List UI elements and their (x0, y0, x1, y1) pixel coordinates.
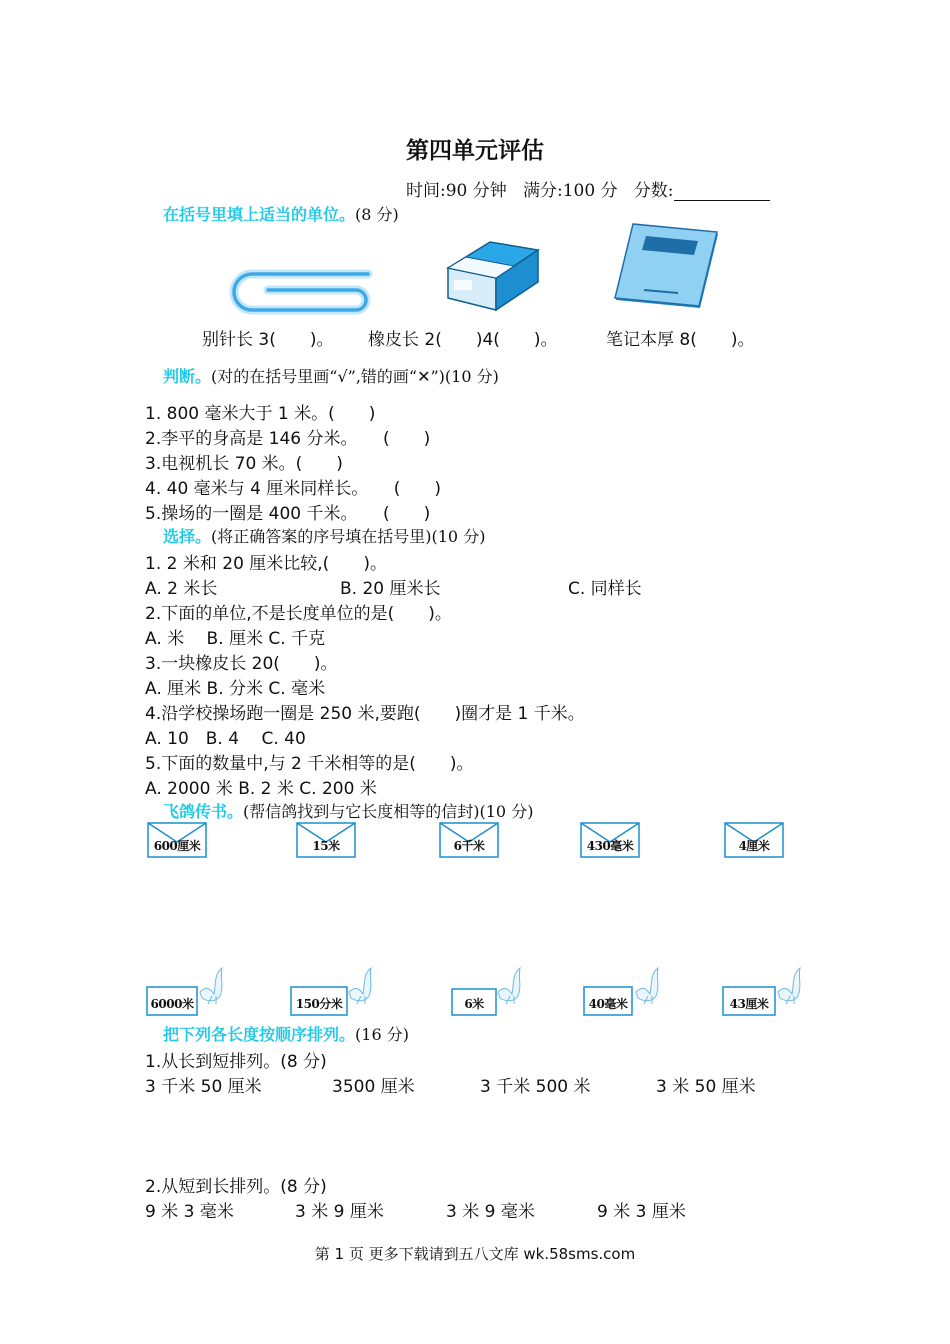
envelope-5[interactable] (724, 822, 784, 858)
order-q2-item: 3 米 9 毫米 (446, 1202, 535, 1222)
dove-card-3[interactable] (451, 988, 497, 1016)
section-4-note: (帮信鸽找到与它长度相等的信封)(10 分) (243, 802, 534, 821)
choice-q2: 2.下面的单位,不是长度单位的是( )。 (145, 604, 452, 624)
section-3-title: 选择。 (163, 527, 212, 546)
judge-item-3[interactable]: 3.电视机长 70 米。( ) (145, 454, 343, 474)
dove-icon (494, 966, 528, 1006)
section-5-title: 把下列各长度按顺序排列。 (163, 1025, 356, 1044)
notebook-illustration (614, 222, 720, 314)
envelope-label: 6千米 (453, 839, 485, 853)
page-title: 第四单元评估 (406, 137, 544, 164)
envelope-2[interactable] (296, 822, 356, 858)
fill-item-eraser[interactable]: 橡皮长 2( )4( )。 (368, 330, 558, 350)
order-q2-item: 3 米 9 厘米 (295, 1202, 384, 1222)
section-5-points: (16 分) (355, 1025, 409, 1044)
full-score: 满分:100 分 (522, 181, 618, 201)
order-q1-item: 3 千米 500 米 (480, 1077, 591, 1097)
choice-q4-options[interactable]: A. 10 B. 4 C. 40 (145, 729, 306, 749)
choice-q5-options[interactable]: A. 2000 米 B. 2 米 C. 200 米 (145, 779, 377, 799)
section-4-title: 飞鸽传书。 (163, 802, 244, 821)
section-3-note: (将正确答案的序号填在括号里)(10 分) (211, 527, 486, 546)
fill-item-paperclip[interactable]: 别针长 3( )。 (202, 330, 334, 350)
judge-item-1[interactable]: 1. 800 毫米大于 1 米。( ) (145, 404, 376, 424)
section-2-title: 判断。 (163, 367, 212, 386)
choice-q1-option-c[interactable]: C. 同样长 (568, 579, 642, 599)
dove-card-1[interactable] (146, 986, 198, 1016)
order-q1: 1.从长到短排列。(8 分) (145, 1052, 327, 1072)
choice-q4: 4.沿学校操场跑一圈是 250 米,要跑( )圈才是 1 千米。 (145, 704, 585, 724)
section-1-heading (163, 202, 399, 225)
envelope-label: 4厘米 (738, 839, 770, 853)
section-2-heading (163, 364, 499, 387)
judge-item-5[interactable]: 5.操场的一圈是 400 千米。 ( ) (145, 504, 431, 524)
dove-card-label: 6000米 (150, 997, 194, 1011)
section-4-heading (163, 799, 533, 822)
envelope-1[interactable] (147, 822, 207, 858)
envelope-4[interactable] (580, 822, 640, 858)
choice-q3-options[interactable]: A. 厘米 B. 分米 C. 毫米 (145, 679, 326, 699)
order-q1-item: 3 千米 50 厘米 (145, 1077, 262, 1097)
page-footer: 第 1 页 更多下载请到五八文库 wk.58sms.com (314, 1245, 636, 1263)
order-q2: 2.从短到长排列。(8 分) (145, 1177, 327, 1197)
choice-q5: 5.下面的数量中,与 2 千米相等的是( )。 (145, 754, 474, 774)
section-5-heading (163, 1022, 409, 1045)
choice-q1: 1. 2 米和 20 厘米比较,( )。 (145, 554, 387, 574)
order-q1-item: 3500 厘米 (332, 1077, 415, 1097)
paperclip-illustration (228, 262, 374, 316)
choice-q3: 3.一块橡皮长 20( )。 (145, 654, 338, 674)
choice-q2-options[interactable]: A. 米 B. 厘米 C. 千克 (145, 629, 326, 649)
dove-icon (632, 966, 666, 1006)
dove-card-label: 43厘米 (729, 997, 769, 1011)
envelope-label: 600厘米 (153, 839, 201, 853)
order-q2-item: 9 米 3 厘米 (597, 1202, 686, 1222)
judge-item-4[interactable]: 4. 40 毫米与 4 厘米同样长。 ( ) (145, 479, 442, 499)
score-blank[interactable] (674, 182, 770, 201)
dove-card-4[interactable] (583, 986, 633, 1016)
time-limit: 时间:90 分钟 (406, 181, 507, 201)
order-q1-item: 3 米 50 厘米 (656, 1077, 756, 1097)
envelope-label: 430毫米 (586, 839, 634, 853)
dove-card-5[interactable] (722, 986, 776, 1016)
envelope-label: 15米 (312, 839, 340, 853)
dove-card-label: 150分米 (295, 997, 343, 1011)
fill-item-notebook[interactable]: 笔记本厚 8( )。 (606, 330, 755, 350)
envelope-3[interactable] (439, 822, 499, 858)
dove-icon (345, 966, 379, 1006)
choice-q1-option-a[interactable]: A. 2 米长 (145, 579, 218, 599)
section-3-heading (163, 524, 485, 547)
eraser-illustration (444, 236, 540, 312)
section-2-note: (对的在括号里画“√”,错的画“✕”)(10 分) (211, 367, 499, 386)
score-label: 分数: (633, 181, 674, 201)
choice-q1-option-b[interactable]: B. 20 厘米长 (340, 579, 441, 599)
judge-item-2[interactable]: 2.李平的身高是 146 分米。 ( ) (145, 429, 431, 449)
dove-icon (196, 966, 230, 1006)
dove-card-label: 6米 (464, 997, 484, 1011)
order-q2-item: 9 米 3 毫米 (145, 1202, 234, 1222)
dove-icon (774, 966, 808, 1006)
dove-card-label: 40毫米 (588, 997, 628, 1011)
exam-info (406, 176, 770, 201)
section-1-points: (8 分) (355, 205, 399, 224)
section-1-title: 在括号里填上适当的单位。 (163, 205, 356, 224)
dove-card-2[interactable] (290, 986, 348, 1016)
